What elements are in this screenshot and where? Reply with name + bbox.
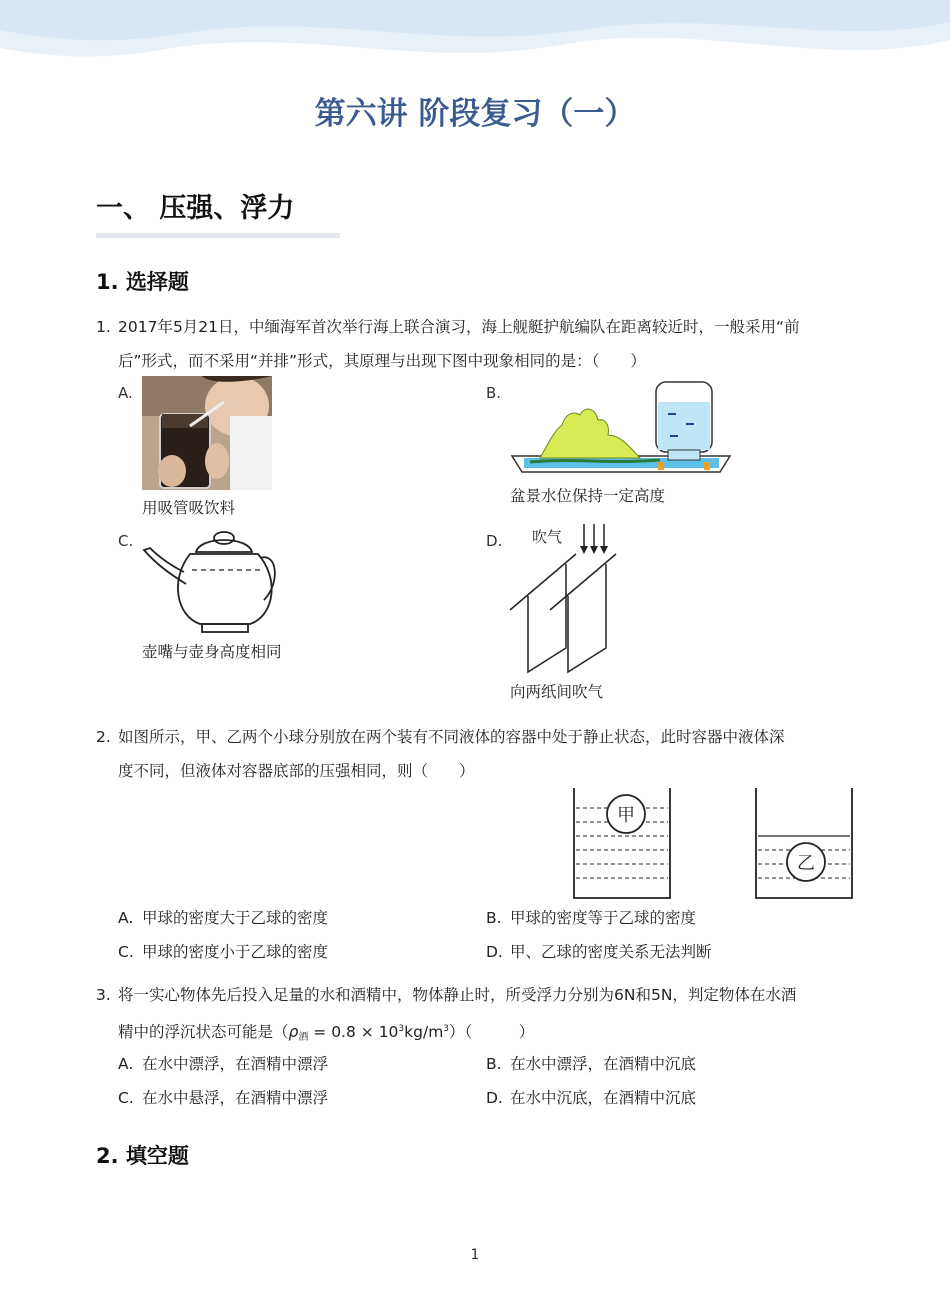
option-a-caption: 用吸管吸饮料 [142, 499, 236, 517]
q3-option-c: C. 在水中悬浮，在酒精中漂浮 [118, 1089, 329, 1107]
q2-option-c: C. 甲球的密度小于乙球的密度 [118, 943, 329, 961]
question-1 [96, 310, 856, 378]
q3-option-a: A. 在水中漂浮，在酒精中漂浮 [118, 1055, 329, 1073]
q2-option-d: D. 甲、乙球的密度关系无法判断 [486, 943, 712, 961]
question-3-line2: 精中的浮沉状态可能是$(\rho_酒 = 0.8 \times 10^3kg/m^3)$（ ） [118, 1023, 535, 1043]
question-number: 2. [96, 728, 111, 746]
teapot-diagram [140, 524, 280, 636]
question-3-line1: 将一实心物体先后投入足量的水和酒精中，物体静止时，所受浮力分别为6N和5N，判定物体在水酒 [118, 986, 797, 1004]
blow-air-label: 吹气 [532, 528, 563, 546]
question-2 [96, 720, 856, 788]
option-a-label: A. [118, 384, 133, 402]
question-2-line1: 如图所示，甲、乙两个小球分别放在两个装有不同液体的容器中处于静止状态，此时容器中液体深 [118, 728, 785, 746]
q3-option-d: D. 在水中沉底，在酒精中沉底 [486, 1089, 697, 1107]
subsection-choice-heading: 1. 选择题 [96, 270, 189, 294]
question-3 [96, 978, 856, 1055]
density-formula: = 0.8 × 10 [308, 1023, 399, 1041]
page-title: 第六讲 阶段复习（一） [314, 96, 636, 132]
two-containers-diagram [566, 784, 858, 904]
q2-option-a: A. 甲球的密度大于乙球的密度 [118, 909, 329, 927]
ball-jia: 甲 [617, 805, 635, 826]
option-d-label: D. [486, 532, 503, 550]
question-number: 3. [96, 986, 111, 1004]
section-underline [96, 233, 340, 238]
blowing-between-paper-diagram [506, 520, 626, 680]
page-number: 1 [470, 1247, 480, 1263]
question-2-line2: 度不同，但液体对容器底部的压强相同，则（ ） [118, 762, 475, 780]
option-d-caption: 向两纸间吹气 [510, 683, 604, 701]
rho-symbol: ρ [288, 1023, 299, 1041]
bonsai-water-level-diagram [510, 380, 732, 478]
section-heading: 一、 压强、浮力 [96, 193, 295, 224]
q3-option-b: B. 在水中漂浮，在酒精中沉底 [486, 1055, 697, 1073]
ball-yi: 乙 [797, 853, 815, 874]
option-c-label: C. [118, 532, 134, 550]
question-number: 1. [96, 318, 111, 336]
q2-option-b: B. 甲球的密度等于乙球的密度 [486, 909, 697, 927]
header-wave-decoration [0, 0, 950, 70]
drinking-straw-photo [142, 376, 272, 490]
question-1-line1: 2017年5月21日，中缅海军首次举行海上联合演习，海上舰艇护航编队在距离较近时，一般采用“前 [118, 318, 800, 336]
subsection-fill-heading: 2. 填空题 [96, 1144, 189, 1168]
option-c-caption: 壶嘴与壶身高度相同 [142, 643, 282, 661]
option-b-label: B. [486, 384, 502, 402]
question-1-line2: 后”形式，而不采用“并排”形式，其原理与出现下图中现象相同的是：（ ） [118, 352, 646, 370]
option-b-caption: 盆景水位保持一定高度 [510, 487, 666, 505]
